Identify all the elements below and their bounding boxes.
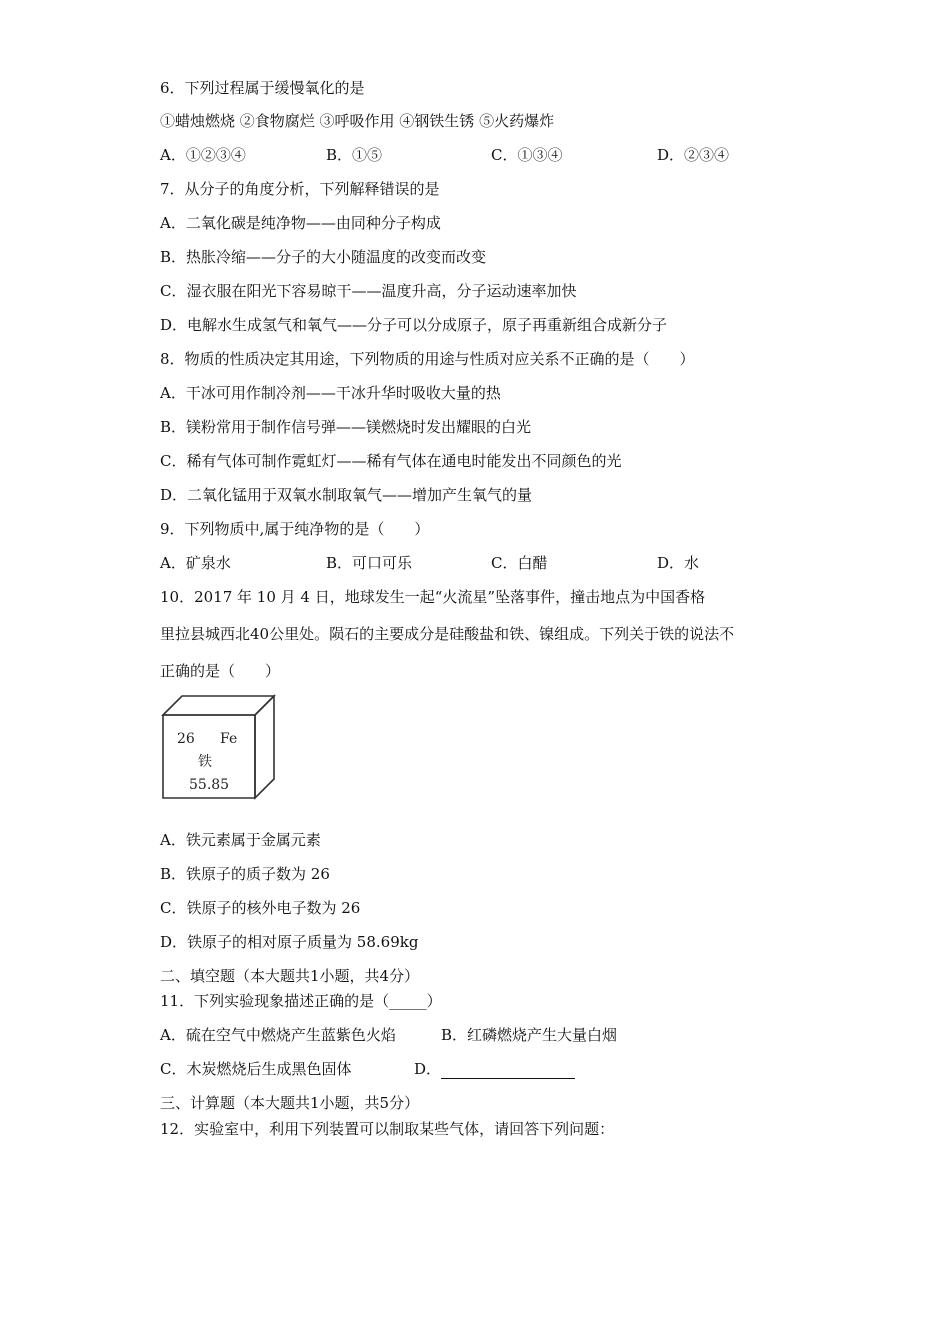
q11-option-c: C．木炭燃烧后生成黑色固体 bbox=[160, 1060, 352, 1078]
q10-stem-line3: 正确的是（ ） bbox=[160, 662, 281, 680]
q11-stem bbox=[160, 991, 442, 1011]
q8-option-b: B．镁粉常用于制作信号弹——镁燃烧时发出耀眼的白光 bbox=[160, 418, 532, 436]
q9-option-c: C．白醋 bbox=[491, 554, 548, 572]
q12-stem: 12．实验室中，利用下列装置可以制取某些气体，请回答下列问题： bbox=[160, 1120, 615, 1138]
q11-answer-blank: _____ bbox=[389, 992, 427, 1010]
q11-stem-suffix: ） bbox=[426, 992, 442, 1010]
q6-option-a: A．①②③④ bbox=[160, 146, 246, 164]
q10-option-a: A．铁元素属于金属元素 bbox=[160, 831, 321, 849]
q11-stem-prefix: 11．下列实验现象描述正确的是（ bbox=[160, 992, 390, 1010]
q7-stem: 7．从分子的角度分析，下列解释错误的是 bbox=[160, 180, 440, 198]
q7-option-a: A．二氧化碳是纯净物——由同种分子构成 bbox=[160, 214, 441, 232]
q6-items: ①蜡烛燃烧 ②食物腐烂 ③呼吸作用 ④钢铁生锈 ⑤火药爆炸 bbox=[160, 112, 555, 130]
q10-stem-line2: 里拉县城西北40公里处。陨石的主要成分是硅酸盐和铁、镍组成。下列关于铁的说法不 bbox=[160, 625, 735, 643]
element-mass: 55.85 bbox=[189, 777, 230, 793]
q6-stem: 6．下列过程属于缓慢氧化的是 bbox=[160, 79, 365, 97]
element-name: 铁 bbox=[198, 754, 212, 770]
q10-option-c: C．铁原子的核外电子数为 26 bbox=[160, 899, 361, 917]
q11-option-d bbox=[414, 1059, 575, 1079]
q8-option-d: D．二氧化锰用于双氧水制取氧气——增加产生氧气的量 bbox=[160, 486, 533, 504]
q8-option-c: C．稀有气体可制作霓虹灯——稀有气体在通电时能发出不同颜色的光 bbox=[160, 452, 622, 470]
element-number: 26 bbox=[177, 731, 195, 747]
q9-stem: 9．下列物质中,属于纯净物的是（ ） bbox=[160, 520, 430, 538]
q8-stem: 8．物质的性质决定其用途，下列物质的用途与性质对应关系不正确的是（ ） bbox=[160, 350, 695, 368]
q7-option-c: C．湿衣服在阳光下容易晾干——温度升高，分子运动速率加快 bbox=[160, 282, 577, 300]
section2-title: 二、填空题（本大题共1小题，共4分） bbox=[160, 967, 420, 985]
q6-option-c: C．①③④ bbox=[491, 146, 563, 164]
q9-option-b: B．可口可乐 bbox=[326, 554, 413, 572]
q10-option-b: B．铁原子的质子数为 26 bbox=[160, 865, 330, 883]
q7-option-b: B．热胀冷缩——分子的大小随温度的改变而改变 bbox=[160, 248, 487, 266]
q7-option-d: D．电解水生成氢气和氧气——分子可以分成原子，原子再重新组合成新分子 bbox=[160, 316, 668, 334]
q6-option-d: D．②③④ bbox=[657, 146, 730, 164]
cube-side-face bbox=[255, 696, 274, 798]
q8-option-a: A．干冰可用作制冷剂——干冰升华时吸收大量的热 bbox=[160, 384, 501, 402]
element-symbol: Fe bbox=[220, 731, 238, 747]
q6-option-b: B．①⑤ bbox=[326, 146, 383, 164]
section3-title: 三、计算题（本大题共1小题，共5分） bbox=[160, 1094, 420, 1112]
iron-element-cube bbox=[160, 693, 280, 803]
q10-stem-line1: 10．2017 年 10 月 4 日，地球发生一起“火流星”坠落事件，撞击地点为中国香格 bbox=[160, 588, 706, 606]
q11-option-a: A．硫在空气中燃烧产生蓝紫色火焰 bbox=[160, 1026, 396, 1044]
q9-option-a: A．矿泉水 bbox=[160, 554, 231, 572]
q9-option-d: D．水 bbox=[657, 554, 700, 572]
q11-option-d-blank bbox=[441, 1062, 575, 1079]
q11-option-b: B．红磷燃烧产生大量白烟 bbox=[441, 1026, 618, 1044]
q10-option-d: D．铁原子的相对原子质量为 58.69kg bbox=[160, 933, 419, 951]
q11-option-d-label: D． bbox=[414, 1060, 442, 1078]
